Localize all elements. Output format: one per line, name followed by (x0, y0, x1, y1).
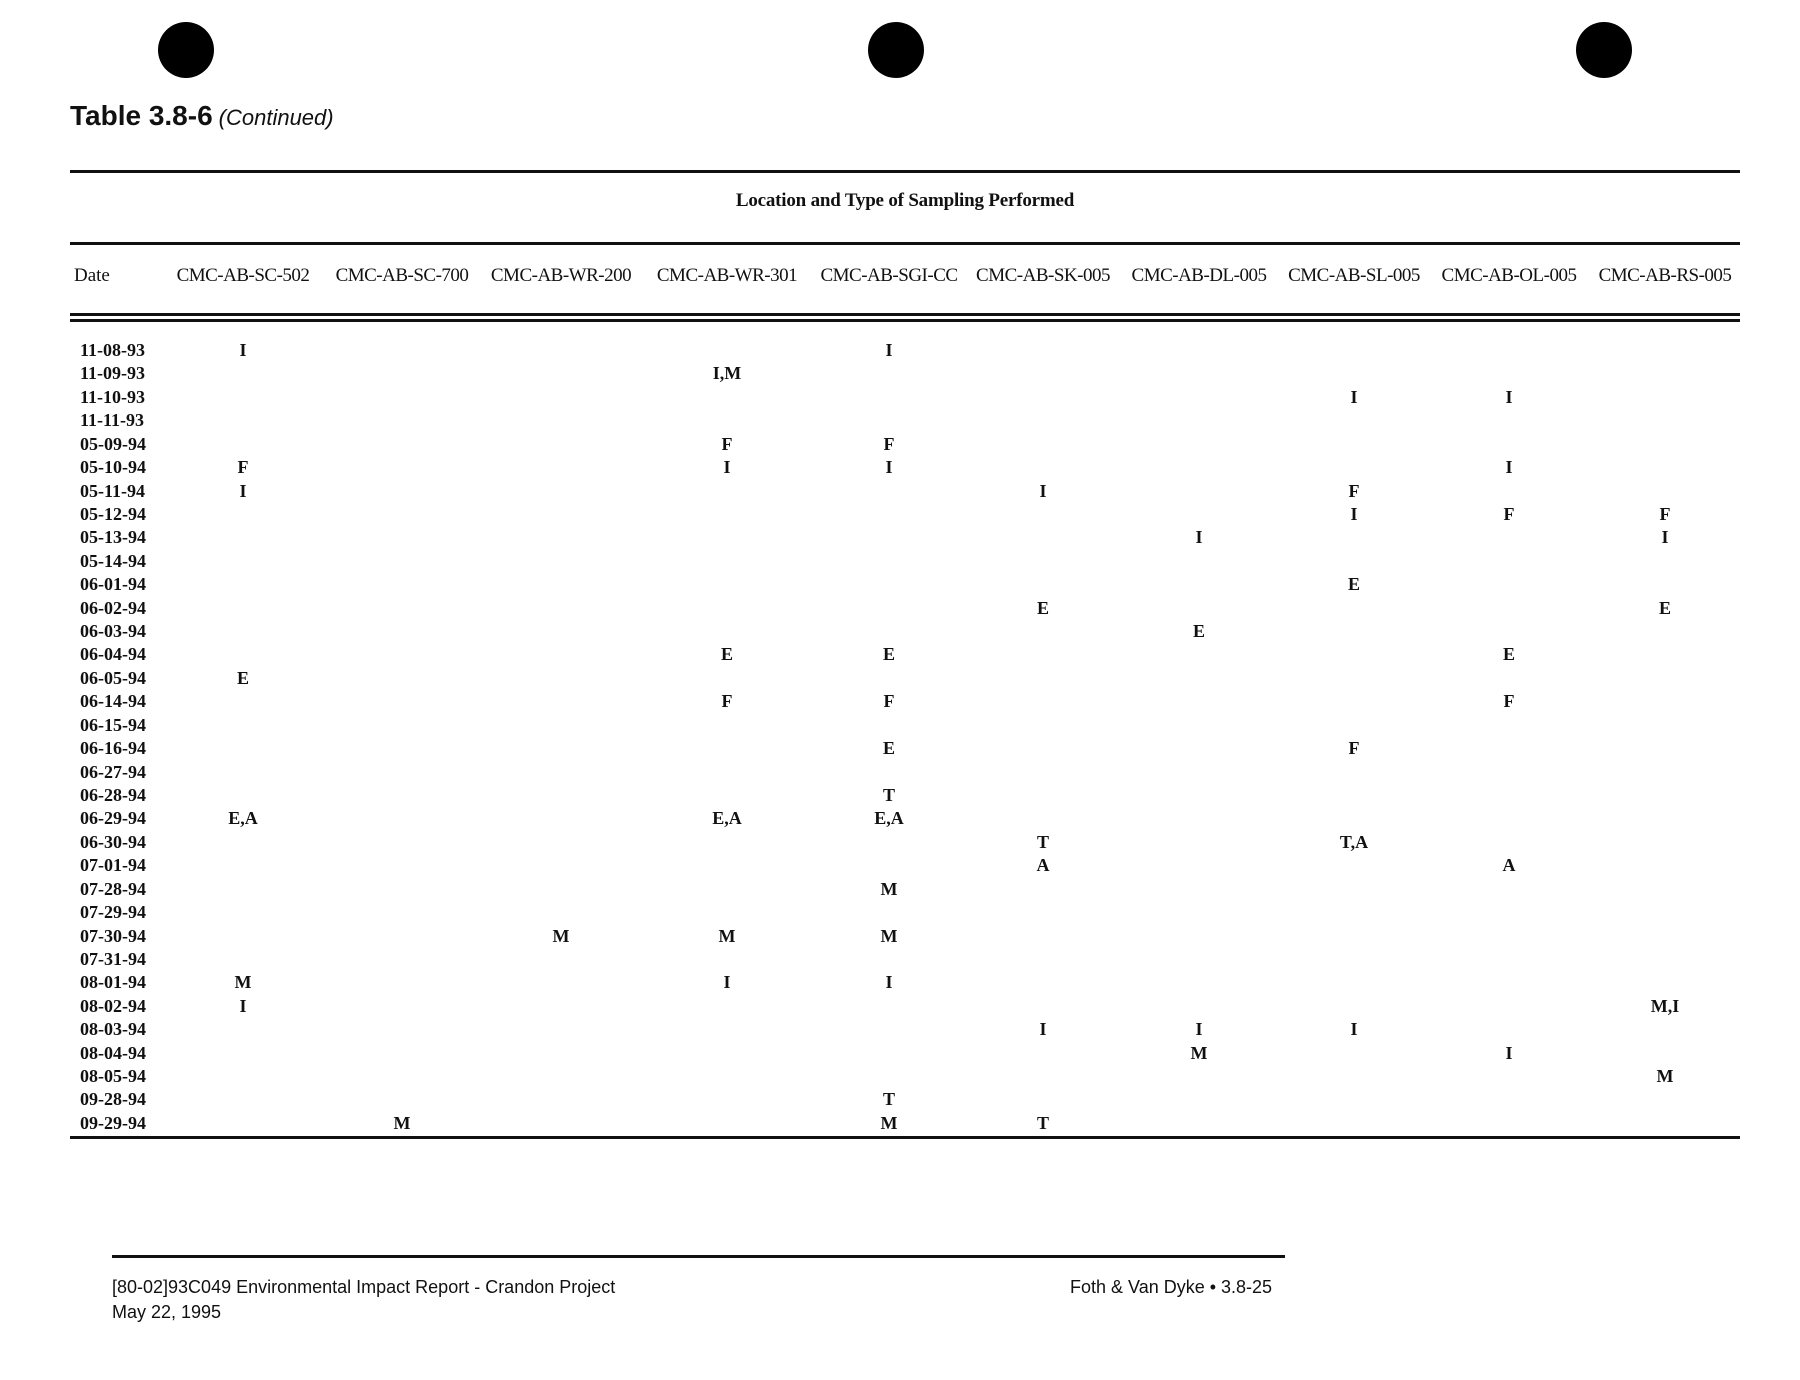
sampling-code-cell: E (1036, 597, 1049, 618)
table-row (0, 551, 1800, 574)
sampling-code-cell: I (1661, 527, 1669, 548)
row-date: 07-01-94 (80, 855, 146, 876)
sampling-code-cell: T (1036, 831, 1049, 852)
sampling-code-cell: T (882, 1089, 895, 1110)
sampling-code-cell: M (1190, 1042, 1208, 1063)
row-date: 11-10-93 (80, 386, 145, 407)
row-date: 06-05-94 (80, 667, 146, 688)
sampling-code-cell: I (1505, 457, 1513, 478)
table-row (0, 434, 1800, 457)
table-row (0, 832, 1800, 855)
row-date: 11-11-93 (80, 410, 145, 431)
column-header-location: CMC-AB-SK-005 (976, 265, 1110, 286)
column-header-date: Date (74, 265, 110, 286)
row-date: 08-03-94 (80, 1019, 146, 1040)
row-date: 06-28-94 (80, 784, 146, 805)
table-title-continued: (Continued) (218, 105, 334, 130)
table-row (0, 527, 1800, 550)
sampling-code-cell: I (1505, 1042, 1513, 1063)
table-row (0, 1066, 1800, 1089)
column-header-location: CMC-AB-WR-301 (656, 265, 798, 286)
table-row (0, 668, 1800, 691)
sampling-code-cell: I (239, 340, 247, 360)
row-date: 11-08-93 (80, 340, 145, 360)
sampling-code-cell: E (720, 644, 733, 665)
table-row (0, 715, 1800, 738)
sampling-code-cell: I (723, 972, 731, 993)
sampling-code-cell: I (239, 995, 247, 1016)
sampling-code-cell: F (721, 691, 733, 712)
column-header-location: CMC-AB-SGI-CC (820, 265, 958, 286)
row-date: 05-10-94 (80, 457, 146, 478)
sampling-code-cell: E,A (874, 808, 904, 829)
row-date: 09-28-94 (80, 1089, 146, 1110)
table-row (0, 972, 1800, 995)
sampling-code-cell: E,A (712, 808, 742, 829)
sampling-code-cell: I (885, 340, 893, 360)
table-row (0, 1089, 1800, 1112)
table-row (0, 1043, 1800, 1066)
table-row (0, 457, 1800, 480)
table-row (0, 762, 1800, 785)
table-row (0, 691, 1800, 714)
sampling-code-cell: F (1503, 503, 1515, 524)
row-date: 06-16-94 (80, 738, 146, 759)
sampling-code-cell: T,A (1339, 831, 1369, 852)
table-bottom-rule (70, 1136, 1740, 1139)
column-header-location: CMC-AB-RS-005 (1598, 265, 1732, 286)
table-row (0, 363, 1800, 386)
sampling-code-cell: A (1502, 855, 1516, 876)
row-date: 08-02-94 (80, 995, 146, 1016)
sampling-code-cell: M (880, 925, 898, 946)
table-row (0, 621, 1800, 644)
table-row (0, 808, 1800, 831)
table-row (0, 879, 1800, 902)
row-date: 05-09-94 (80, 433, 146, 454)
binder-hole-left (158, 22, 214, 78)
column-header-location: CMC-AB-DL-005 (1131, 265, 1267, 286)
sampling-code-cell: E (882, 644, 895, 665)
row-date: 08-01-94 (80, 972, 146, 993)
sampling-code-cell: I (1350, 1019, 1358, 1040)
table-row (0, 1019, 1800, 1042)
footer-page-ref: Foth & Van Dyke • 3.8-25 (1070, 1277, 1273, 1297)
sampling-code-cell: E (1658, 597, 1671, 618)
table-row (0, 996, 1800, 1019)
binder-hole-right (1576, 22, 1632, 78)
sampling-code-cell: I (239, 480, 247, 501)
table-row (0, 504, 1800, 527)
row-date: 06-02-94 (80, 597, 146, 618)
footer-date: May 22, 1995 (112, 1302, 222, 1322)
sampling-code-cell: E,A (228, 808, 258, 829)
column-header-location: CMC-AB-SC-700 (335, 265, 469, 286)
column-header-location: CMC-AB-SL-005 (1288, 265, 1420, 286)
sampling-code-cell: M (718, 925, 736, 946)
row-date: 06-27-94 (80, 761, 146, 782)
sampling-code-cell: E (1502, 644, 1515, 665)
table-row (0, 574, 1800, 597)
sampling-code-cell: F (1348, 480, 1360, 501)
sampling-code-cell: F (1659, 503, 1671, 524)
table-row (0, 855, 1800, 878)
sampling-code-cell: I (885, 972, 893, 993)
sampling-code-cell: I (1039, 1019, 1047, 1040)
table-row (0, 644, 1800, 667)
header-double-rule-upper (70, 313, 1740, 316)
sampling-code-cell: F (883, 691, 895, 712)
sampling-code-cell: M (552, 925, 570, 946)
sampling-code-cell: I (1195, 1019, 1203, 1040)
table-row (0, 949, 1800, 972)
row-date: 07-30-94 (80, 925, 146, 946)
row-date: 05-13-94 (80, 527, 146, 548)
table-row (0, 1113, 1800, 1136)
sampling-code-cell: F (1348, 738, 1360, 759)
table-top-rule (70, 170, 1740, 173)
table-title (70, 100, 334, 132)
row-date: 06-30-94 (80, 831, 146, 852)
sampling-code-cell: M,I (1650, 995, 1680, 1016)
sampling-code-cell: I (723, 457, 731, 478)
sampling-code-cell: I (1195, 527, 1203, 548)
row-date: 06-01-94 (80, 574, 146, 595)
table-row (0, 340, 1800, 363)
binder-hole-center (868, 22, 924, 78)
sampling-code-cell: E (882, 738, 895, 759)
sampling-code-cell: M (234, 972, 252, 993)
row-date: 06-14-94 (80, 691, 146, 712)
sampling-code-cell: F (237, 457, 249, 478)
row-date: 08-04-94 (80, 1042, 146, 1063)
column-header-location: CMC-AB-SC-502 (176, 265, 310, 286)
sampling-code-cell: T (882, 784, 895, 805)
row-date: 05-14-94 (80, 550, 146, 571)
table-row (0, 785, 1800, 808)
span-header: Location and Type of Sampling Performed (735, 190, 1075, 211)
sampling-code-cell: I (1039, 480, 1047, 501)
sampling-code-cell: M (880, 1112, 898, 1133)
table-row (0, 738, 1800, 761)
sampling-code-cell: I,M (712, 363, 742, 384)
sampling-code-cell: I (1350, 503, 1358, 524)
footer-rule (112, 1255, 1285, 1258)
table-row (0, 410, 1800, 433)
sampling-code-cell: M (393, 1112, 411, 1133)
table-row (0, 387, 1800, 410)
row-date: 07-29-94 (80, 902, 146, 923)
row-date: 05-11-94 (80, 480, 145, 501)
sampling-code-cell: A (1036, 855, 1050, 876)
row-date: 09-29-94 (80, 1112, 146, 1133)
row-date: 08-05-94 (80, 1066, 146, 1087)
row-date: 06-15-94 (80, 714, 146, 735)
sampling-code-cell: I (885, 457, 893, 478)
row-date: 06-03-94 (80, 621, 146, 642)
header-divider-rule (70, 242, 1740, 245)
column-header-location: CMC-AB-OL-005 (1441, 265, 1577, 286)
column-header-location: CMC-AB-WR-200 (490, 265, 632, 286)
table-row (0, 926, 1800, 949)
sampling-code-cell: E (236, 667, 249, 688)
row-date: 06-04-94 (80, 644, 146, 665)
sampling-code-cell: I (1350, 386, 1358, 407)
table-row (0, 598, 1800, 621)
sampling-code-cell: F (721, 433, 733, 454)
sampling-code-cell: I (1505, 386, 1513, 407)
sampling-code-cell: M (1656, 1066, 1674, 1087)
table-row (0, 481, 1800, 504)
row-date: 06-29-94 (80, 808, 146, 829)
sampling-code-cell: E (1347, 574, 1360, 595)
sampling-code-cell: M (880, 878, 898, 899)
table-row (0, 902, 1800, 925)
header-double-rule-lower (70, 319, 1740, 322)
footer-document-id: [80-02]93C049 Environmental Impact Report - Crandon Project (112, 1277, 616, 1297)
sampling-code-cell: F (1503, 691, 1515, 712)
sampling-code-cell: E (1192, 621, 1205, 642)
table-title-main: Table 3.8-6 (70, 100, 213, 131)
row-date: 07-28-94 (80, 878, 146, 899)
row-date: 05-12-94 (80, 503, 146, 524)
sampling-code-cell: F (883, 433, 895, 454)
row-date: 07-31-94 (80, 948, 146, 969)
row-date: 11-09-93 (80, 363, 145, 384)
sampling-code-cell: T (1036, 1112, 1049, 1133)
